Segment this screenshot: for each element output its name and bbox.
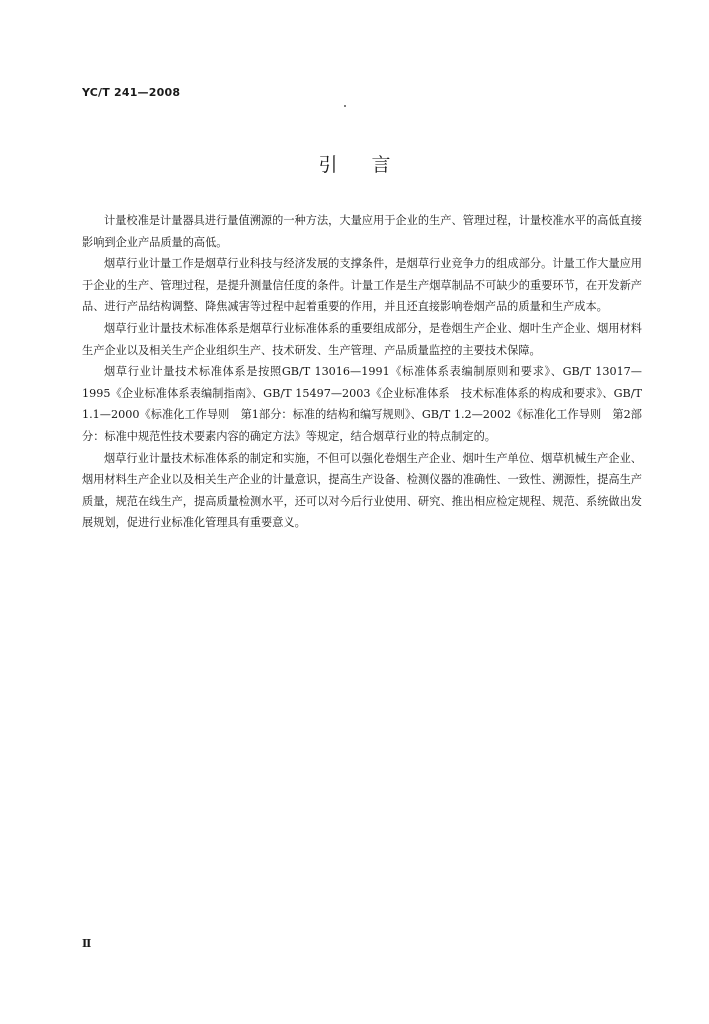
paragraph: 计量校准是计量器具进行量值溯源的一种方法，大量应用于企业的生产、管理过程，计量校准水平的高低直接影响到企业产品质量的高低。: [82, 214, 642, 249]
page-number: Ⅱ: [82, 937, 92, 950]
paragraph: 烟草行业计量技术标准体系的制定和实施，不但可以强化卷烟生产企业、烟叶生产单位、烟草机械生产企业、烟用材料生产企业以及相关生产企业的计量意识，提高生产设备、检测仪器的准确性、一致性、溯源性，提高生产质量，规范在线生产，提高质量检测水平，还可以对今后行业使用、研究、推出相应检定规程、规范、系统做出发展规划，促进行业标准化管理具有重要意义。: [82, 451, 642, 530]
section-title: 引言: [318, 154, 425, 176]
standard-code-header: YC/T 241—2008: [82, 86, 181, 99]
paragraph: 烟草行业计量工作是烟草行业科技与经济发展的支撑条件，是烟草行业竞争力的组成部分。计量工作大量应用于企业的生产、管理过程，是提升测量信任度的条件。计量工作是生产烟草制品不可缺少的重要环节，在开发新产品、进行产品结构调整、降焦减害等过程中起着重要的作用，并且还直接影响卷烟产品的质量和生产成本。: [82, 257, 642, 314]
paragraph: 烟草行业计量技术标准体系是按照GB/T 13016—1991《标准体系表编制原则和要求》、GB/T 13017—1995《企业标准体系表编制指南》、GB/T 15497—2003《企业标准体系 技术标准体系的构成和要求》、GB/T 1.1—2000《标准化工作导则 第1部分：标准的结构和编写规则》、GB/T 1.2—2002《标准化工作导则 第2部分：标准中规范性技术要素内容的确定方法》等规定，结合烟草行业的特点制定的。: [82, 365, 642, 443]
introduction-body: [82, 210, 642, 534]
scan-speck: [344, 105, 346, 107]
paragraph: 烟草行业计量技术标准体系是烟草行业标准体系的重要组成部分，是卷烟生产企业、烟叶生产企业、烟用材料生产企业以及相关生产企业组织生产、技术研发、生产管理、产品质量监控的主要技术保障。: [82, 321, 642, 357]
